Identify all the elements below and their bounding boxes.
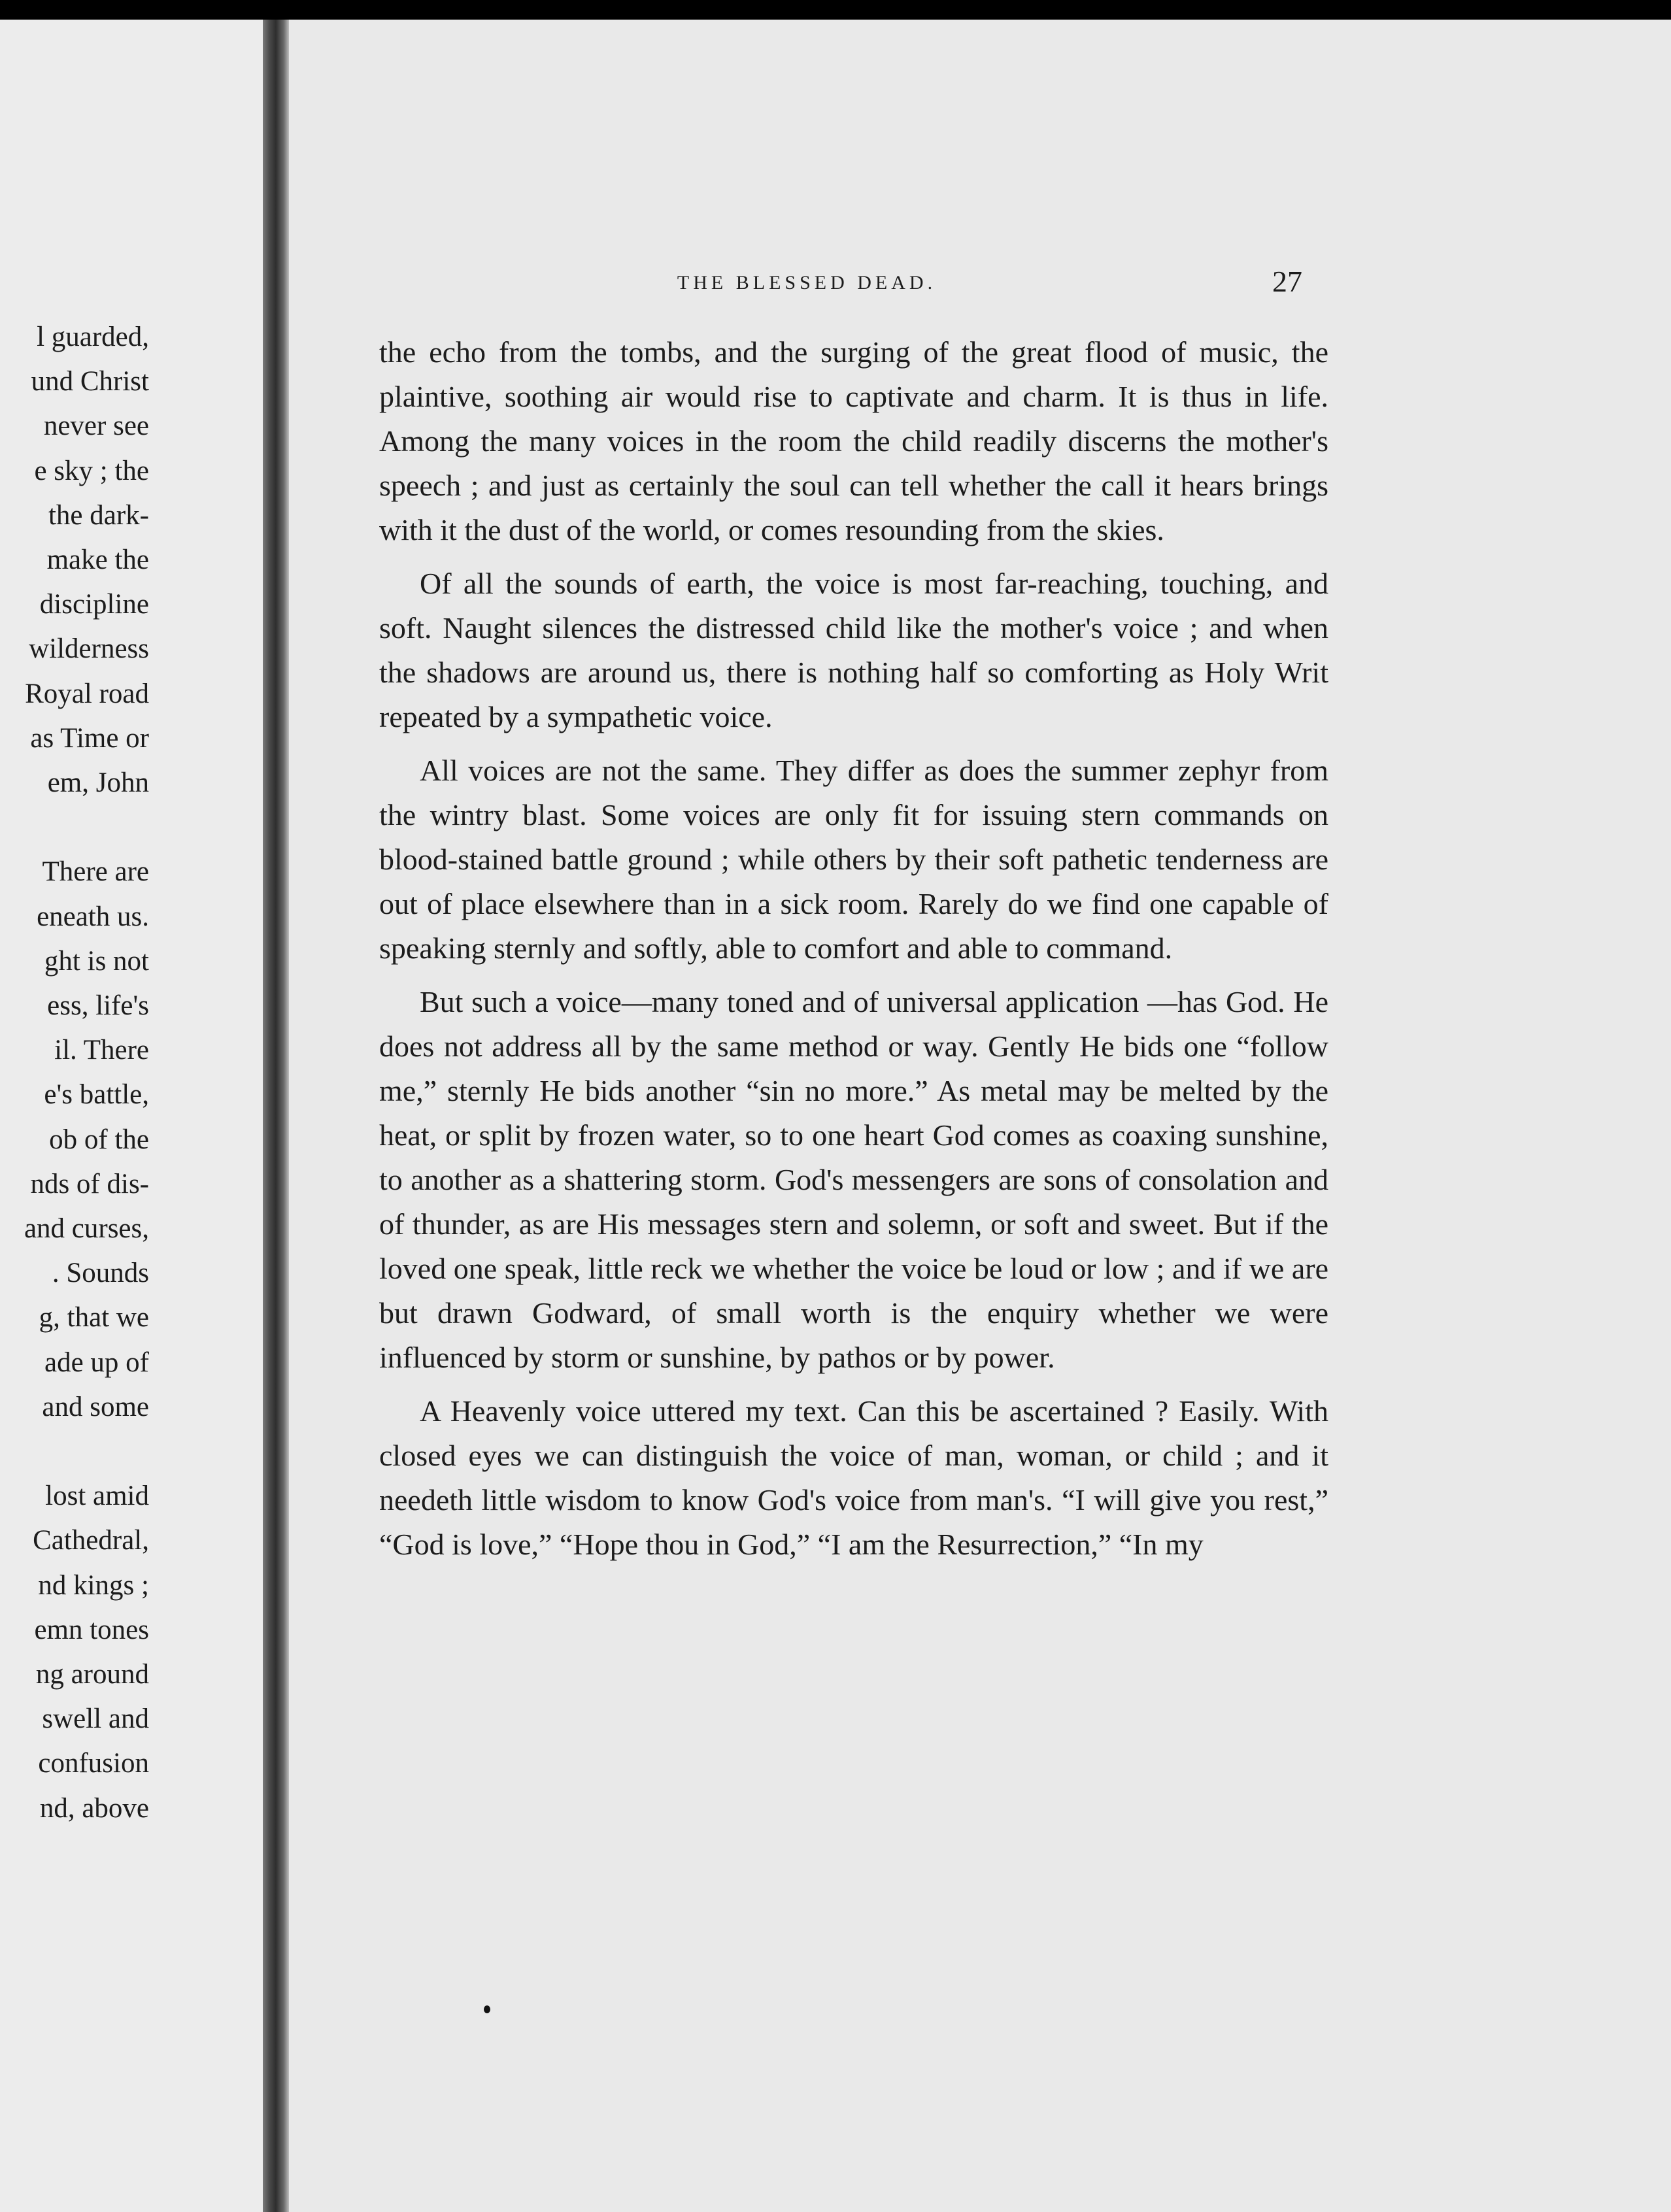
facing-page-line: ght is not bbox=[44, 946, 149, 977]
facing-page-line: never see bbox=[43, 411, 149, 441]
paragraph-5: A Heavenly voice uttered my text. Can this be ascertained ? Easily. With closed eyes we can distinguish the voice of man, woman, or child ; and it needeth little wisdom to know God's voice from man's. “I will give you rest,” “God is love,” “Hope thou in God,” “I am the Resurrection,” “In my bbox=[379, 1394, 1328, 1561]
facing-page-line: nd kings ; bbox=[38, 1570, 149, 1601]
facing-page-line: ng around bbox=[35, 1659, 149, 1690]
facing-page-line: il. There bbox=[54, 1035, 149, 1065]
facing-page-fragment bbox=[0, 20, 263, 2212]
facing-page-line: There are bbox=[42, 856, 149, 887]
facing-page-line: nd, above bbox=[39, 1793, 149, 1824]
facing-page-line: as Time or bbox=[30, 723, 149, 754]
facing-page-line: . Sounds bbox=[52, 1258, 149, 1288]
facing-page-line: ob of the bbox=[49, 1124, 149, 1155]
facing-page-line: and some bbox=[42, 1392, 149, 1422]
paragraph-3: All voices are not the same. They differ as does the summer zephyr from the wintry blast. Some voices are only fit for issuing stern commands on blood-stained battle ground ; while others by their soft pathetic tenderness are out of place elsewhere than in a sick room. Rarely do we find one capable of speaking sternly and softly, able to comfort and able to command. bbox=[379, 754, 1328, 965]
facing-page-line: e sky ; the bbox=[34, 456, 149, 486]
facing-page-line: ade up of bbox=[44, 1347, 149, 1378]
running-head bbox=[416, 265, 1331, 304]
facing-page-line: emn tones bbox=[34, 1615, 149, 1645]
facing-page-line: wilderness bbox=[29, 633, 149, 664]
facing-page-line: eneath us. bbox=[37, 901, 149, 932]
facing-page-line: e's battle, bbox=[44, 1079, 149, 1110]
facing-page-line: make the bbox=[46, 545, 149, 575]
facing-page-line: confusion bbox=[38, 1748, 149, 1779]
facing-page-line: l guarded, bbox=[37, 322, 149, 352]
facing-page-line: Royal road bbox=[25, 679, 149, 709]
paragraph-4: But such a voice—many toned and of universal application —has God. He does not address all by the same method or way. Gently He bids one “follow me,” sternly He bids another “sin no more.” As metal may be melted by the heat, or split by frozen water, so to one heart God comes as coaxing sunshine, to another as a shattering storm. God's messengers are sons of consolation and of thunder, as are His messages stern and solemn, or soft and sweet. But if the loved one speak, little reck we whether the voice be loud or low ; and if we are but drawn Godward, of small worth is the enquiry whether we were influenced by storm or sunshine, by pathos or by power. bbox=[379, 985, 1328, 1374]
facing-page-line: and curses, bbox=[24, 1213, 149, 1244]
facing-page-line: lost amid bbox=[45, 1481, 149, 1511]
facing-page-line: Cathedral, bbox=[33, 1525, 149, 1556]
facing-page-line: the dark- bbox=[48, 500, 149, 531]
paragraph-2: Of all the sounds of earth, the voice is most far-reaching, touching, and soft. Naught silences the distressed child like the mother's voice ; and when the shadows are around us, there is nothing half so comforting as Holy Writ repeated by a sympathetic voice. bbox=[379, 567, 1328, 733]
ink-speck bbox=[484, 2005, 490, 2013]
facing-page-line: ess, life's bbox=[47, 990, 149, 1021]
book-gutter bbox=[263, 20, 289, 2212]
facing-page-line: und Christ bbox=[31, 366, 149, 397]
paragraph-1: the echo from the tombs, and the surging of the great flood of music, the plaintive, soothing air would rise to captivate and charm. It is thus in life. Among the many voices in the room the child readily discerns the mother's speech ; and just as certainly the soul can tell whether the call it hears brings with it the dust of the world, or comes resounding from the skies. bbox=[379, 335, 1328, 546]
running-title: THE BLESSED DEAD. bbox=[677, 272, 937, 293]
facing-page-line: em, John bbox=[47, 767, 149, 798]
facing-page-line: g, that we bbox=[39, 1302, 149, 1333]
facing-page-line: nds of dis- bbox=[30, 1169, 149, 1199]
page-number: 27 bbox=[1272, 265, 1302, 298]
facing-page-line: discipline bbox=[39, 589, 149, 620]
page-body bbox=[379, 330, 1328, 1576]
facing-page-line: swell and bbox=[42, 1703, 149, 1734]
